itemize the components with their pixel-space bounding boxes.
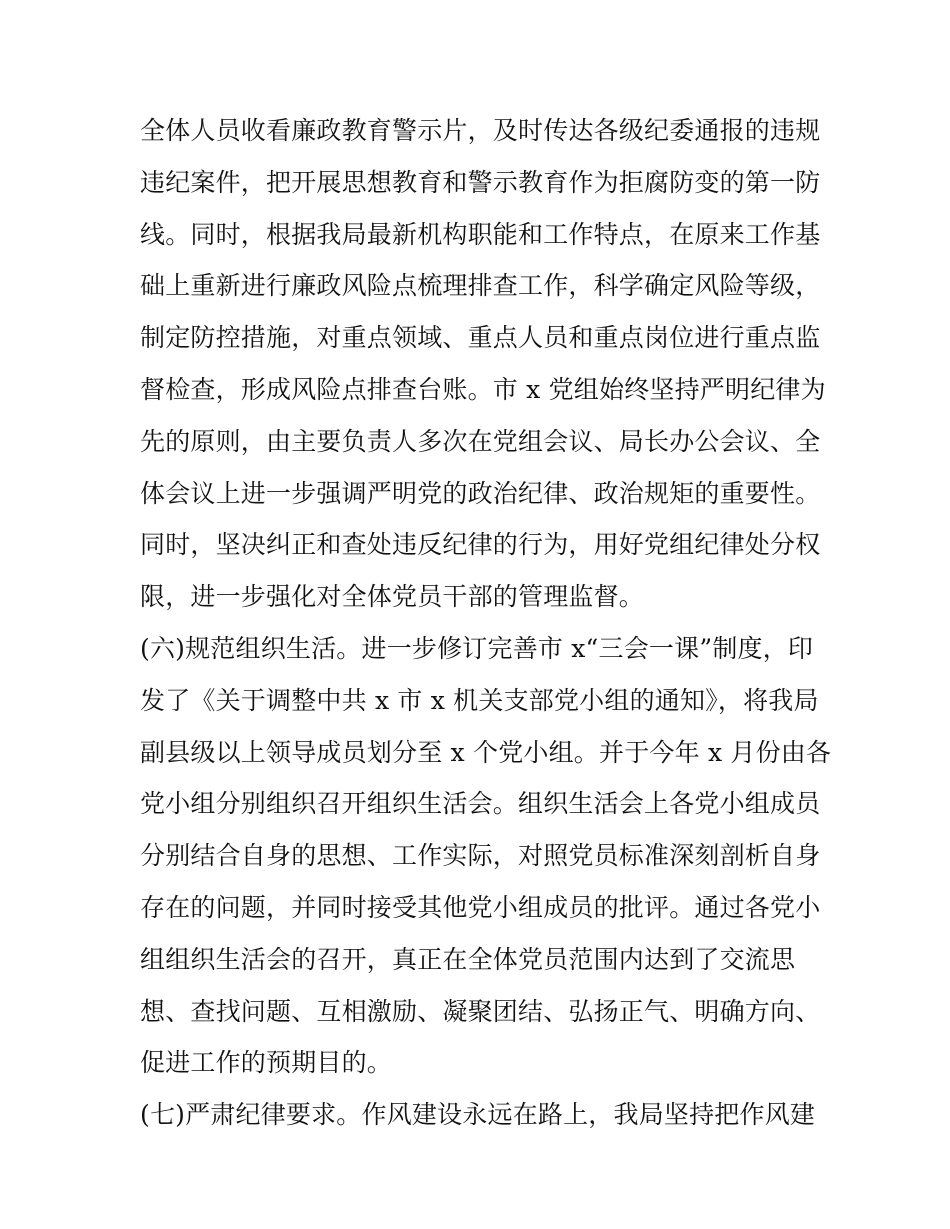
text-line: 促进工作的预期目的。 xyxy=(140,1048,393,1078)
text-line: 督检查，形成风险点排查台账。市 x 党组始终坚持严明纪律为 xyxy=(140,374,826,404)
text-line: 制定防控措施，对重点领域、重点人员和重点岗位进行重点监 xyxy=(140,323,821,353)
text-line: 组组织生活会的召开，真正在全体党员范围内达到了交流思 xyxy=(140,944,796,974)
text-line: 党小组分别组织召开组织生活会。组织生活会上各党小组成员 xyxy=(140,789,821,819)
text-line: 存在的问题，并同时接受其他党小组成员的批评。通过各党小 xyxy=(140,892,821,922)
text-line: 先的原则，由主要负责人多次在党组会议、局长办公会议、全 xyxy=(140,426,821,456)
text-line: 础上重新进行廉政风险点梳理排查工作，科学确定风险等级， xyxy=(140,271,821,301)
text-line: 发了《关于调整中共 x 市 x 机关支部党小组的通知》，将我局 xyxy=(140,685,819,715)
text-line: 体会议上进一步强调严明党的政治纪律、政治规矩的重要性。 xyxy=(140,478,821,508)
section-heading-line: (七)严肃纪律要求。作风建设永远在路上，我局坚持把作风建 xyxy=(140,1100,816,1130)
text-line: 分别结合自身的思想、工作实际，对照党员标准深刻剖析自身 xyxy=(140,841,821,871)
text-line: 线。同时，根据我局最新机构职能和工作特点，在原来工作基 xyxy=(140,219,821,249)
text-line: 想、查找问题、互相激励、凝聚团结、弘扬正气、明确方向、 xyxy=(140,996,821,1026)
section-heading-line: (六)规范组织生活。进一步修订完善市 x“三会一课”制度，印 xyxy=(140,633,814,663)
text-line: 限，进一步强化对全体党员干部的管理监督。 xyxy=(140,582,645,612)
text-line: 同时，坚决纠正和查处违反纪律的行为，用好党组纪律处分权 xyxy=(140,530,821,560)
text-line: 违纪案件，把开展思想教育和警示教育作为拒腐防变的第一防 xyxy=(140,167,821,197)
body-text xyxy=(140,105,832,1141)
text-line: 全体人员收看廉政教育警示片，及时传达各级纪委通报的违规 xyxy=(140,116,821,145)
text-line: 副县级以上领导成员划分至 x 个党小组。并于今年 x 月份由各 xyxy=(140,737,832,767)
